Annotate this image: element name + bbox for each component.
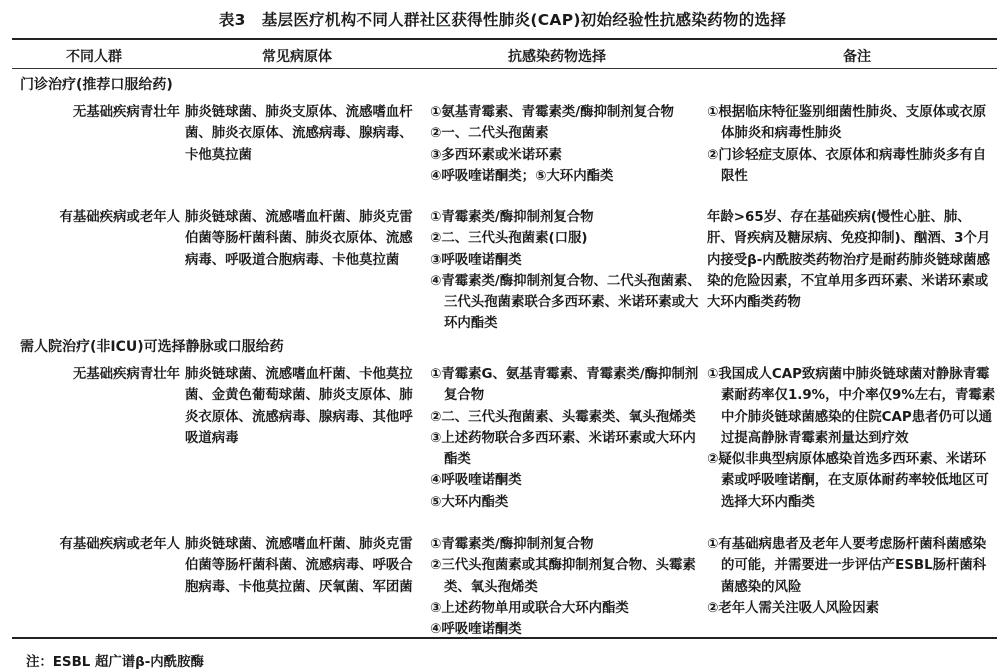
drug-item: ③多西环素或米诺环素	[430, 147, 562, 163]
row-pathogens: 肺炎链球菌、肺炎支原体、流感嗜血杆菌、肺炎衣原体、流感病毒、腺病毒、卡他莫拉菌	[185, 105, 413, 163]
drug-item: ②二、三代头孢菌素、头霉素类、氧头孢烯类	[430, 409, 696, 425]
drug-item: ④呼吸喹诺酮类；⑤大环内酯类	[430, 168, 614, 184]
note-item: ①根据临床特征鉴别细菌性肺炎、支原体或衣原体肺炎和病毒性肺炎	[707, 105, 987, 142]
note-item: ①有基础病患者及老年人要考虑肠杆菌科菌感染的可能，并需要进一步评估产ESBL肠杆菌科菌感染的风险	[707, 537, 987, 595]
row-pathogens: 肺炎链球菌、流感嗜血杆菌、卡他莫拉菌、金黄色葡萄球菌、肺炎支原体、肺炎衣原体、流感病毒、腺病毒、其他呼吸道病毒	[185, 367, 413, 446]
row-notes	[707, 364, 997, 513]
drug-item: ③上述药物单用或联合大环内酯类	[430, 600, 629, 616]
section-inpatient: 需人院治疗(非ICU)可选择静脉或口服给药	[20, 339, 284, 355]
drug-item: ③上述药物联合多西环素、米诺环素或大环内酯类	[430, 430, 696, 468]
footnote: 注：ESBL 超广谱β-内酰胺酶	[26, 655, 204, 670]
header-rule	[12, 68, 997, 69]
table-number: 表3	[218, 11, 246, 29]
note-item: ②疑似非典型病原体感染首选多西环素、米诺环素或呼吸喹诺酮，在支原体耐药率较低地区可选择大环内酯类	[707, 452, 989, 510]
note-item: ①我国成人CAP致病菌中肺炎链球菌对静脉青霉素耐药率仅1.9%，中介率仅9%左右，青霉素中介肺炎链球菌感染的住院CAP患者仍可以通过提高静脉青霉素剂量达到疗效	[707, 367, 996, 446]
row-notes	[707, 207, 997, 313]
drug-item: ②二、三代头孢菌素(口服)	[430, 231, 588, 247]
drug-item: ①青霉素G、氨基青霉素、青霉素类/酶抑制剂复合物	[430, 367, 699, 404]
note-item: ②门诊轻症支原体、衣原体和病毒性肺炎多有自限性	[707, 147, 987, 184]
row-pathogens: 肺炎链球菌、流感嗜血杆菌、肺炎克雷伯菌等肠杆菌科菌、肺炎衣原体、流感病毒、呼吸道合胞病毒、卡他莫拉菌	[185, 210, 413, 268]
table-caption: 基层医疗机构不同人群社区获得性肺炎(CAP)初始经验性抗感染药物的选择	[261, 11, 787, 29]
row-group: 有基础疾病或老年人	[59, 210, 180, 225]
note-item: ②老年人需关注吸人风险因素	[707, 600, 880, 616]
row-notes	[707, 534, 997, 619]
drug-item: ④呼吸喹诺酮类	[430, 473, 522, 489]
row-group: 无基础疾病青壮年	[72, 367, 180, 382]
row-pathogens: 肺炎链球菌、流感嗜血杆菌、肺炎克雷伯菌等肠杆菌科菌、流感病毒、呼吸合胞病毒、卡他莫拉菌、厌氧菌、军团菌	[185, 537, 413, 595]
drug-item: ⑤大环内酯类	[430, 494, 509, 510]
top-rule	[12, 38, 997, 40]
row-drugs	[430, 534, 702, 640]
row-drugs	[430, 207, 702, 335]
table-title	[0, 8, 1005, 30]
drug-item: ①氨基青霉素、青霉素类/酶抑制剂复合物	[430, 105, 674, 120]
header-drugs: 抗感染药物选择	[508, 49, 606, 65]
section-outpatient: 门诊治疗(推荐口服给药)	[20, 77, 173, 93]
bottom-rule	[12, 637, 997, 639]
note-item: 年龄>65岁、存在基础疾病(慢性心脏、肺、肝、肾疾病及糖尿病、免疫抑制)、酗酒、3个月内接受β-内酰胺类药物治疗是耐药肺炎链球菌感染的危险因素，不宜单用多西环素、米诺环素或大环内酯类药物	[707, 210, 991, 311]
drug-item: ②一、二代头孢菌素	[430, 126, 549, 142]
header-pathogens: 常见病原体	[262, 49, 332, 65]
row-drugs	[430, 102, 702, 187]
drug-item: ②三代头孢菌素或其酶抑制剂复合物、头霉素类、氧头孢烯类	[430, 558, 696, 595]
row-drugs	[430, 364, 702, 513]
drug-item: ④青霉素类/酶抑制剂复合物、二代头孢菌素、三代头孢菌素联合多西环素、米诺环素或大环内酯类	[430, 273, 701, 332]
drug-item: ①青霉素类/酶抑制剂复合物	[430, 210, 594, 225]
drug-item: ③呼吸喹诺酮类	[430, 252, 522, 268]
row-notes	[707, 102, 997, 187]
row-group: 无基础疾病青壮年	[72, 105, 180, 120]
drug-item: ④呼吸喹诺酮类	[430, 622, 522, 638]
row-group: 有基础疾病或老年人	[59, 537, 180, 552]
header-notes: 备注	[843, 49, 871, 65]
header-population: 不同人群	[66, 49, 122, 65]
drug-item: ①青霉素类/酶抑制剂复合物	[430, 537, 594, 552]
